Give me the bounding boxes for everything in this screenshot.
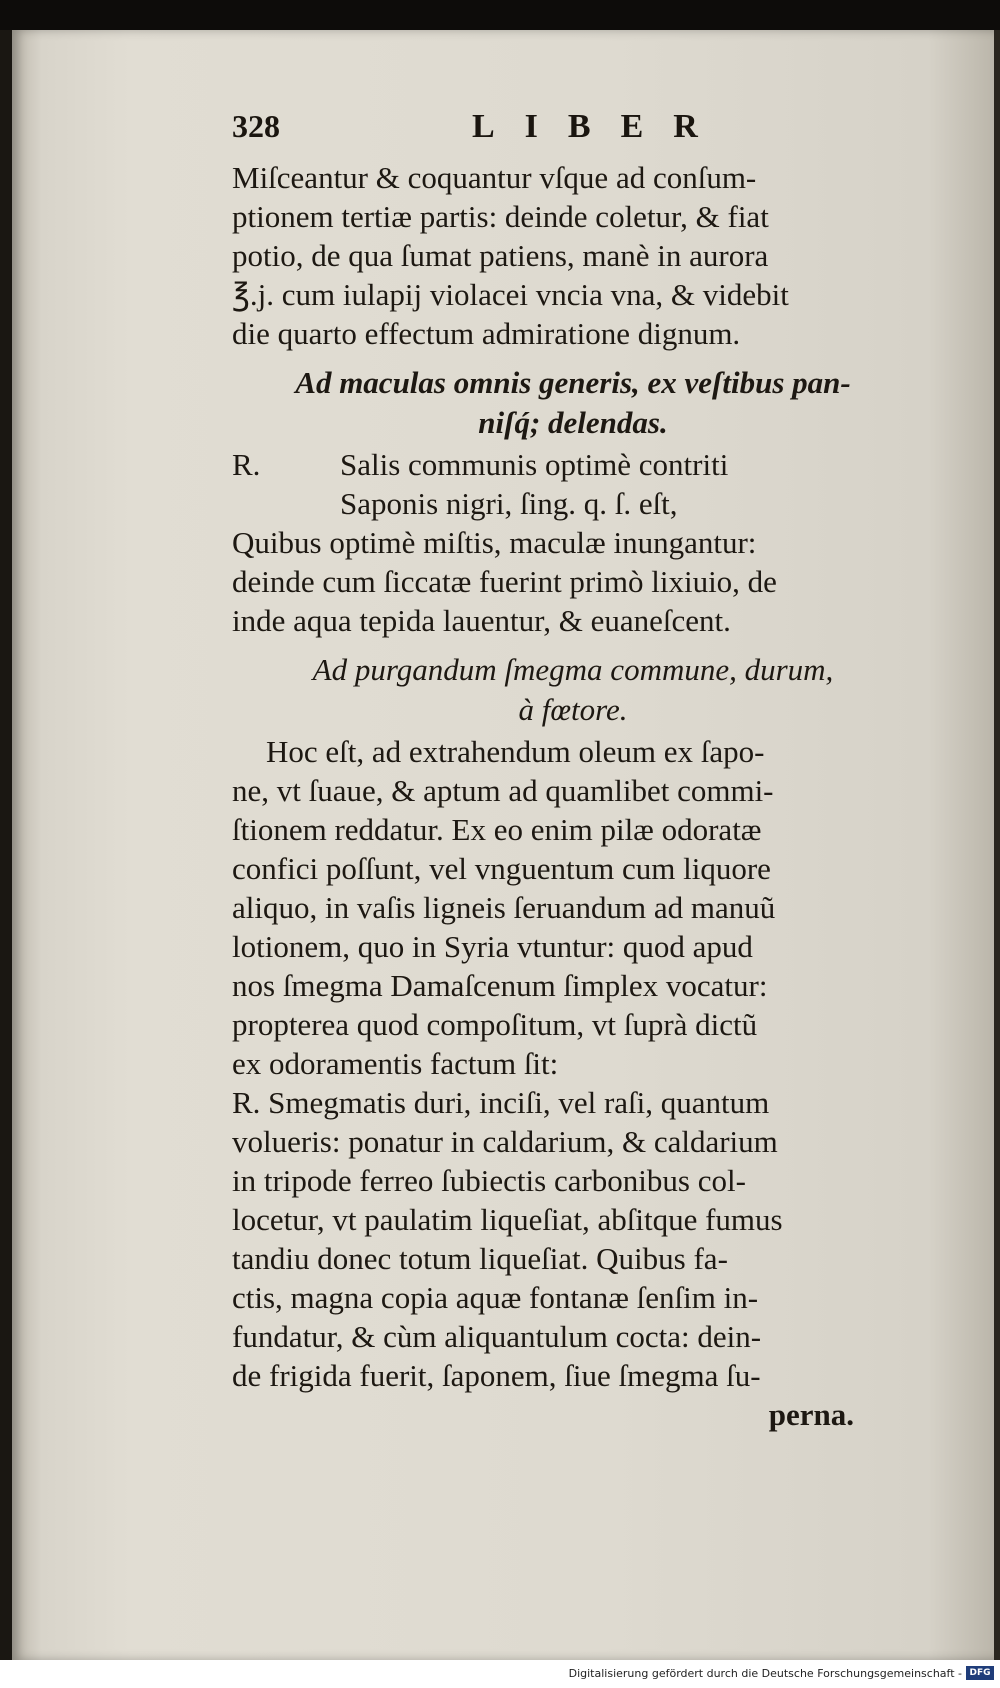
dfg-logo: DFG [966, 1666, 994, 1680]
text-line: propterea quod compoſitum, vt ſuprà dictũ [232, 1007, 758, 1042]
paragraph-3 [232, 732, 914, 1083]
heading-line: à fœtore. [518, 692, 628, 727]
paragraph-1 [232, 158, 914, 353]
page-body [232, 158, 914, 1434]
running-title: LIBER [472, 108, 728, 145]
text-line: volueris: ponatur in caldarium, & caldarium [232, 1124, 778, 1159]
text-line: ne, vt ſuaue, & aptum ad quamlibet commi- [232, 773, 774, 808]
recipe-mark: R. [232, 447, 261, 482]
section-heading-maculas [232, 363, 914, 443]
text-line: Miſceantur & coquantur vſque ad conſum- [232, 160, 757, 195]
text-line: die quarto effectum admiratione dignum. [232, 316, 741, 351]
text-line: locetur, vt paulatim liqueſiat, abſitque fumus [232, 1202, 783, 1237]
page-edge [994, 30, 1000, 1660]
text-line: lotionem, quo in Syria vtuntur: quod apud [232, 929, 753, 964]
text-line: ſtionem reddatur. Ex eo enim pilæ odoratæ [232, 812, 762, 847]
text-line: Hoc eſt, ad extrahendum oleum ex ſapo- [266, 734, 765, 769]
digitization-footer [0, 1660, 1000, 1688]
page-header [232, 108, 912, 156]
text-line: in tripode ferreo ſubiectis carbonibus col- [232, 1163, 746, 1198]
heading-line: niſq́; delendas. [478, 405, 668, 440]
paragraph-2 [232, 523, 914, 640]
section-heading-smegma [232, 650, 914, 730]
scan-top-border [0, 0, 1000, 30]
text-line: ctis, magna copia aquæ fontanæ ſenſim in- [232, 1280, 759, 1315]
recipe-block [232, 445, 914, 523]
text-line: ℥.j. cum iulapij violacei vncia vna, & videbit [232, 277, 789, 312]
footer-credit: Digitalisierung gefördert durch die Deutsche Forschungsgemeinschaft - [568, 1667, 962, 1680]
text-line: ptionem tertiæ partis: deinde coletur, & fiat [232, 199, 769, 234]
text-line: Quibus optimè miſtis, maculæ inungantur: [232, 525, 757, 560]
paragraph-4 [232, 1083, 914, 1395]
page-number: 328 [232, 108, 280, 144]
text-line: de frigida fuerit, ſaponem, ſiue ſmegma ſu- [232, 1358, 761, 1393]
text-line: ex odoramentis factum ſit: [232, 1046, 559, 1081]
recipe-line: Salis communis optimè contriti [340, 447, 729, 482]
text-line: R. Smegmatis duri, inciſi, vel raſi, quantum [232, 1085, 770, 1120]
catchword: perna. [768, 1397, 854, 1432]
text-line: fundatur, & cùm aliquantulum cocta: dein- [232, 1319, 762, 1354]
text-line: inde aqua tepida lauentur, & euaneſcent. [232, 603, 731, 638]
text-line: deinde cum ſiccatæ fuerint primò lixiuio, de [232, 564, 777, 599]
text-line: tandiu donec totum liqueſiat. Quibus fa- [232, 1241, 728, 1276]
heading-line: Ad maculas omnis generis, ex veſtibus pan- [295, 365, 851, 400]
text-line: aliquo, in vaſis ligneis ſeruandum ad manuũ [232, 890, 776, 925]
text-line: potio, de qua ſumat patiens, manè in aurora [232, 238, 769, 273]
text-line: nos ſmegma Damaſcenum ſimplex vocatur: [232, 968, 768, 1003]
heading-line: Ad purgandum ſmegma commune, durum, [312, 652, 834, 687]
recipe-line: Saponis nigri, ſing. q. ſ. eſt, [340, 486, 678, 521]
text-line: confici poſſunt, vel vnguentum cum liquore [232, 851, 771, 886]
